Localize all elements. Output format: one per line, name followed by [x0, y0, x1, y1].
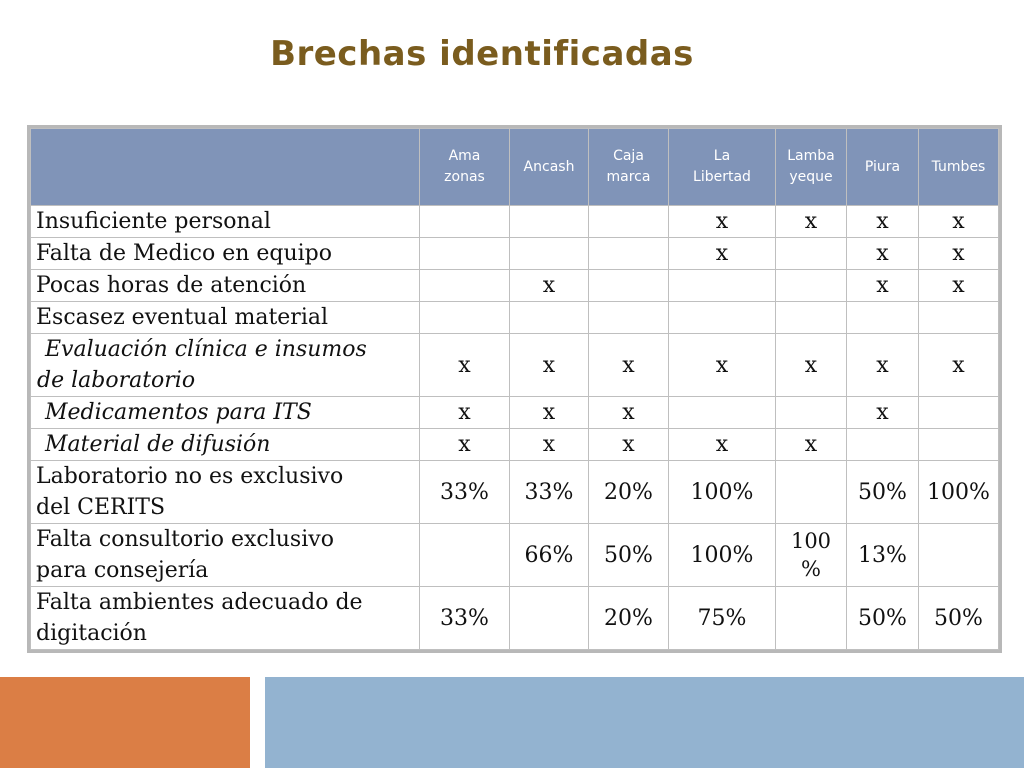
- table-cell-tumbes: 50%: [919, 587, 999, 650]
- table-cell-caja-marca: 20%: [589, 587, 669, 650]
- table-cell-piura: [847, 302, 919, 334]
- column-header-line: zonas: [444, 169, 485, 185]
- row-label-line: para consejería: [36, 558, 209, 583]
- column-header-line: Caja: [613, 148, 644, 164]
- row-label-line: Falta ambientes adecuado de: [36, 590, 363, 615]
- column-header-line: Ancash: [523, 158, 575, 175]
- table-row: [31, 206, 999, 238]
- table-cell-piura: x: [847, 238, 919, 270]
- table-cell-la-libertad: 100%: [669, 461, 776, 524]
- table-row: [31, 302, 999, 334]
- table-cell-lamba-yeque: x: [776, 334, 847, 397]
- table-cell-tumbes: x: [919, 270, 999, 302]
- table-cell-ama-zonas: x: [420, 334, 510, 397]
- row-label-line: de laboratorio: [37, 368, 196, 393]
- column-header-line: Piura: [864, 158, 901, 175]
- table-header-corner: [31, 129, 420, 206]
- column-header-ama-zonas: [420, 129, 510, 206]
- column-header-piura: [847, 129, 919, 206]
- table-row: [31, 461, 999, 524]
- table-cell-la-libertad: [669, 270, 776, 302]
- table-cell-lamba-yeque: [776, 397, 847, 429]
- row-label-line: Insuficiente personal: [36, 209, 271, 234]
- table-cell-piura: x: [847, 206, 919, 238]
- table-cell-lamba-yeque: [776, 238, 847, 270]
- table-row: [31, 334, 999, 397]
- column-header-line: Tumbes: [931, 158, 986, 175]
- row-label-line: digitación: [36, 621, 147, 646]
- column-header-line: marca: [606, 169, 651, 185]
- footer-accent-blue: [265, 677, 1024, 768]
- table-cell-ancash: x: [510, 429, 589, 461]
- table-cell-piura: x: [847, 270, 919, 302]
- row-label-insuficiente-personal: [31, 206, 420, 238]
- column-header-ancash: [510, 129, 589, 206]
- table-cell-piura: x: [847, 397, 919, 429]
- table-row: [31, 238, 999, 270]
- table-cell-caja-marca: [589, 238, 669, 270]
- table-cell-ancash: x: [510, 397, 589, 429]
- table-cell-caja-marca: x: [589, 429, 669, 461]
- table-cell-ama-zonas: [420, 238, 510, 270]
- table-cell-ama-zonas: 33%: [420, 461, 510, 524]
- row-label-falta-consultorio-exclusivo-para-consejeria: [31, 524, 420, 587]
- table-cell-tumbes: 100%: [919, 461, 999, 524]
- table-cell-ancash: [510, 206, 589, 238]
- table-cell-ama-zonas: x: [420, 397, 510, 429]
- table-cell-lamba-yeque: [776, 461, 847, 524]
- table-cell-lamba-yeque: [776, 302, 847, 334]
- row-label-line: Material de difusión: [45, 432, 271, 457]
- table-cell-la-libertad: x: [669, 429, 776, 461]
- table-row: [31, 429, 999, 461]
- row-label-medicamentos-para-its: [31, 397, 420, 429]
- row-label-pocas-horas-de-atencion: [31, 270, 420, 302]
- table-cell-la-libertad: x: [669, 206, 776, 238]
- table-cell-caja-marca: [589, 302, 669, 334]
- row-label-line: Medicamentos para ITS: [45, 400, 312, 425]
- table-row: [31, 397, 999, 429]
- row-label-falta-de-medico-en-equipo: [31, 238, 420, 270]
- row-label-evaluacion-clinica-e-insumos-de-laboratorio: [31, 334, 420, 397]
- table-cell-piura: 13%: [847, 524, 919, 587]
- row-label-laboratorio-no-es-exclusivo-del-cerits: [31, 461, 420, 524]
- footer-accent-orange: [0, 677, 250, 768]
- table-cell-caja-marca: [589, 270, 669, 302]
- row-label-line: Falta de Medico en equipo: [36, 241, 333, 266]
- table-cell-piura: 50%: [847, 587, 919, 650]
- gaps-table-frame: [27, 125, 1002, 653]
- table-cell-la-libertad: x: [669, 238, 776, 270]
- row-label-falta-ambientes-adecuado-de-digitacion: [31, 587, 420, 650]
- row-label-line: Escasez eventual material: [36, 305, 329, 330]
- column-header-caja-marca: [589, 129, 669, 206]
- row-label-line: Pocas horas de atención: [36, 273, 307, 298]
- table-cell-caja-marca: x: [589, 334, 669, 397]
- column-header-line: Lamba: [787, 148, 835, 164]
- table-cell-ama-zonas: [420, 206, 510, 238]
- table-cell-piura: 50%: [847, 461, 919, 524]
- column-header-line: yeque: [789, 169, 833, 185]
- gaps-table: [30, 128, 999, 650]
- table-cell-lamba-yeque: 100 %: [776, 524, 847, 587]
- table-cell-ancash: [510, 302, 589, 334]
- table-cell-ama-zonas: [420, 302, 510, 334]
- table-cell-ancash: x: [510, 334, 589, 397]
- table-row: [31, 270, 999, 302]
- table-cell-ancash: [510, 238, 589, 270]
- table-cell-caja-marca: 20%: [589, 461, 669, 524]
- table-cell-la-libertad: 100%: [669, 524, 776, 587]
- row-label-line: Evaluación clínica e insumos: [45, 337, 367, 362]
- table-cell-la-libertad: x: [669, 334, 776, 397]
- table-cell-piura: [847, 429, 919, 461]
- table-cell-la-libertad: [669, 302, 776, 334]
- table-cell-tumbes: [919, 524, 999, 587]
- table-cell-ama-zonas: x: [420, 429, 510, 461]
- column-header-line: La: [713, 148, 731, 164]
- column-header-la-libertad: [669, 129, 776, 206]
- table-cell-lamba-yeque: x: [776, 206, 847, 238]
- row-label-material-de-difusion: [31, 429, 420, 461]
- table-cell-lamba-yeque: [776, 587, 847, 650]
- table-cell-lamba-yeque: [776, 270, 847, 302]
- row-label-escasez-eventual-material: [31, 302, 420, 334]
- table-cell-la-libertad: [669, 397, 776, 429]
- row-label-line: Laboratorio no es exclusivo: [36, 464, 344, 489]
- table-row: [31, 524, 999, 587]
- column-header-line: Ama: [448, 148, 481, 164]
- table-cell-tumbes: [919, 302, 999, 334]
- column-header-tumbes: [919, 129, 999, 206]
- table-body: [31, 206, 999, 650]
- table-cell-caja-marca: 50%: [589, 524, 669, 587]
- table-cell-lamba-yeque: x: [776, 429, 847, 461]
- table-cell-piura: x: [847, 334, 919, 397]
- table-cell-caja-marca: [589, 206, 669, 238]
- table-cell-ama-zonas: 33%: [420, 587, 510, 650]
- row-label-line: Falta consultorio exclusivo: [36, 527, 334, 552]
- table-header-row: [31, 129, 999, 206]
- table-cell-tumbes: [919, 397, 999, 429]
- table-cell-tumbes: x: [919, 206, 999, 238]
- table-cell-tumbes: x: [919, 238, 999, 270]
- table-cell-ama-zonas: [420, 524, 510, 587]
- table-cell-ancash: 66%: [510, 524, 589, 587]
- table-cell-ama-zonas: [420, 270, 510, 302]
- table-cell-tumbes: [919, 429, 999, 461]
- column-header-lamba-yeque: [776, 129, 847, 206]
- column-header-line: Libertad: [693, 169, 751, 185]
- table-cell-ancash: [510, 587, 589, 650]
- table-row: [31, 587, 999, 650]
- page-title: [0, 34, 1024, 74]
- table-cell-ancash: 33%: [510, 461, 589, 524]
- table-cell-caja-marca: x: [589, 397, 669, 429]
- row-label-line: del CERITS: [36, 495, 166, 520]
- table-cell-tumbes: x: [919, 334, 999, 397]
- table-cell-ancash: x: [510, 270, 589, 302]
- table-cell-la-libertad: 75%: [669, 587, 776, 650]
- page-title-text: Brechas identificadas: [270, 34, 694, 74]
